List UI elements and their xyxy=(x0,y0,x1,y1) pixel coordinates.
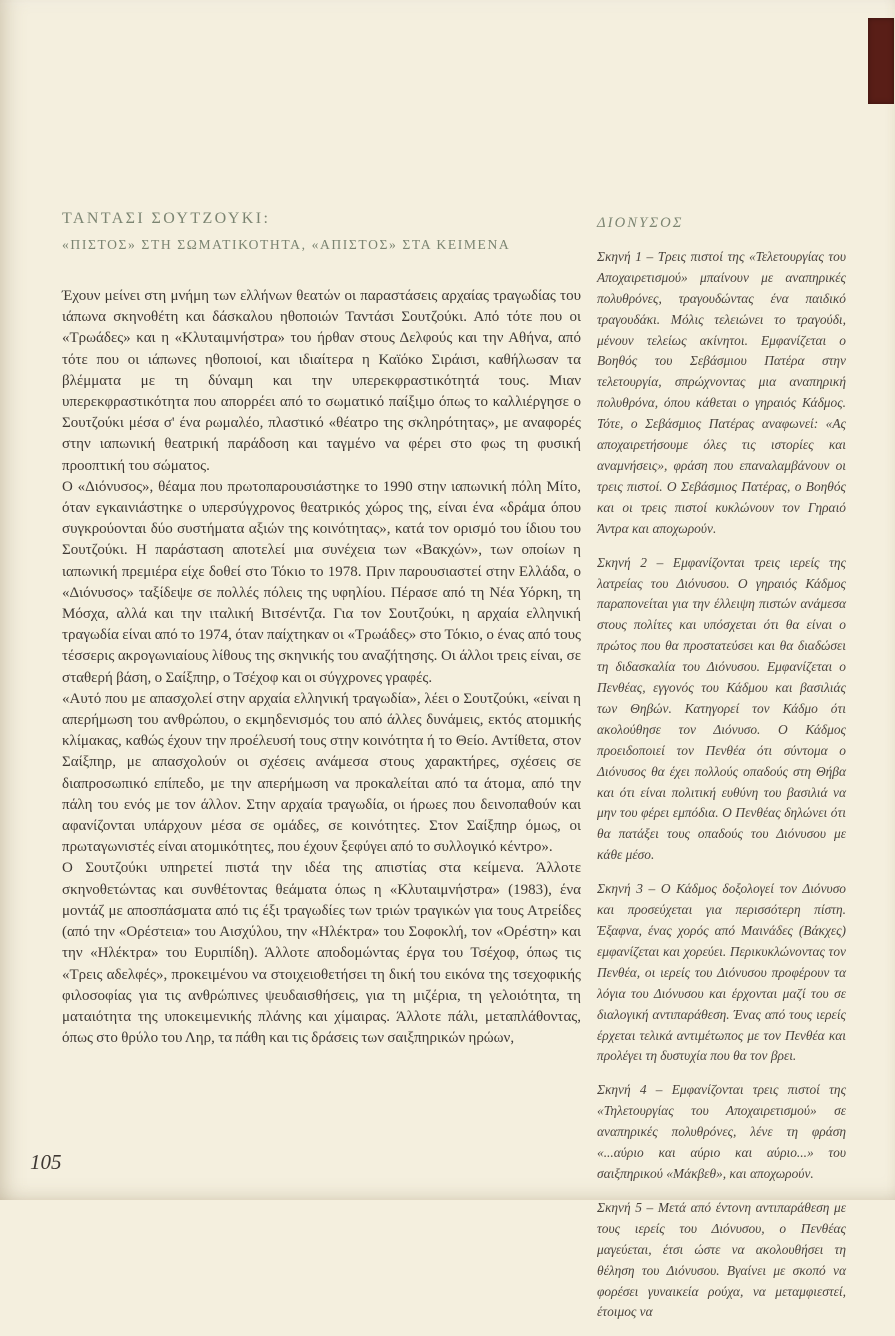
synopsis-column xyxy=(597,213,846,1336)
scene-paragraph: Σκηνή 2 – Εμφανίζονται τρεις ιερείς της λατρείας του Διόνυσου. Ο γηραιός Κάδμος παραπονείται για την έλλειψη πιστών ανάμεσα στους πολίτες και υπόσχεται ότι θα είναι ο πρώτος που θα προστατεύσει και θα διαδώσει τη διδασκαλία του Διόνυσου. Εμφανίζεται ο Πενθέας, εγγονός του Κάδμου και βασιλιάς των Θηβών. Κατηγορεί τον Κάδμο ότι ακολούθησε τον Διόνυσο. Ο Κάδμος προειδοποιεί τον Πενθέα ότι σύντομα ο Διόνυσος θα έχει πολλούς οπαδούς στη Θήβα και ότι είναι πολιτική ευθύνη του βασιλιά να μην του φέρει εμπόδια. Ο Πενθέας δηλώνει ότι θα πατάξει τους οπαδούς του Διόνυσου με κάθε μέσο. xyxy=(597,554,846,863)
article-title: ΤΑΝΤΑΣΙ ΣΟΥΤΖΟΥΚΙ: xyxy=(62,210,271,227)
body-paragraph: Ο Σουτζούκι υπηρετεί πιστά την ιδέα της απιστίας στα κείμενα. Άλλοτε σκηνοθετώντας και συνθέτοντας θεάματα όπως η «Κλυταιμνήστρα» (1983), ένα μοντάζ με αποσπάσματα από τις έξι τραγωδίες των τριών τραγικών για τους Ατρείδες (από την «Ορέστεια» του Αισχύλου, την «Ηλέκτρα» του Σοφοκλή, τον «Ορέστη» και την «Ηλέκτρα» του Ευριπίδη). Άλλοτε αποδομώντας έργα του Τσέχοφ, όπως τις «Τρεις αδελφές», προκειμένου να στοιχειοθετήσει τη δική του εικόνα της τσεχοφικής φιλοσοφίας για τις ανθρώπινες ψευδαισθήσεις, για τη μιζέρια, τη γελοιότητα, τη ματαιότητα της υποκειμενικής πλάνης και χίμαιρας. Άλλοτε πάλι, μεταπλάθοντας, όπως στο θρύλο του Ληρ, τα πάθη και τις δράσεις των σαιξπηρικών ηρώων, xyxy=(62,860,581,1047)
scene-paragraph: Σκηνή 3 – Ο Κάδμος δοξολογεί τον Διόνυσο και προσεύχεται για περισσότερη πίστη. Έξαφνα, ένας χορός από Μαινάδες (Βάκχες) εμφανίζεται και χορεύει. Περικυκλώνοντας τον Πενθέα, οι ιερείς του Διόνυσου προφέρουν τα λόγια του Διόνυσου και έρχονται μαζί του σε διαλογική αντιπαράθεση. Ένας από τους ιερείς έρχεται τελικά αντιμέτωπος με τον Πενθέα και προλέγει τη δυστυχία που θα τον βρει. xyxy=(597,881,846,1064)
main-text-column xyxy=(62,286,581,1049)
page-number: 105 xyxy=(30,1150,62,1174)
scene-paragraph: Σκηνή 4 – Εμφανίζονται τρεις πιστοί της «Τηλετουργίας του Αποχαιρετισμού» σε αναπηρικές πολυθρόνες, λένε τη φράση «...αύριο και αύριο και αύριο...» του σαιξπηρικού «Μάκβεθ», και αποχωρούν. xyxy=(597,1082,846,1181)
body-paragraph: Έχουν μείνει στη μνήμη των ελλήνων θεατών οι παραστάσεις αρχαίας τραγωδίας του ιάπωνα σκηνοθέτη και δάσκαλου ηθοποιών Ταντάσι Σουτζούκι. Από τότε που οι «Τρωάδες» και η «Κλυταιμνήστρα» του ήρθαν στους Δελφούς και την Αθήνα, από τότε που οι ιάπωνες ηθοποιοί, και ιδιαίτερα η Καϊόκο Σιράισι, καθήλωσαν τα βλέμματα με τη δύναμη και την υπερεκφραστικότητά τους. Μιαν υπερεκφραστικότητα που απορρέει από το σωματικό παίξιμο όπως το καλλιέργησε ο Σουτζούκι μέσα σ' ένα ρωμαλέο, πλαστικό «θέατρο της σκληρότητας», με αναφορές στην ιαπωνική θεατρική παράδοση και ταγμένο να φέρει στο φως τη φυσική προοπτική του σώματος. xyxy=(62,288,581,474)
page-edge-tab xyxy=(868,18,894,104)
scene-paragraph: Σκηνή 5 – Μετά από έντονη αντιπαράθεση με τους ιερείς του Διόνυσου, ο Πενθέας μαγεύεται, έτσι ώστε να ακολουθήσει τη θέληση του Διόνυσου. Βγαίνει με σκοπό να φορέσει γυναικεία ρούχα, να μεταμφιεστεί, έτοιμος να xyxy=(597,1199,846,1320)
article-subtitle: «ΠΙΣΤΟΣ» ΣΤΗ ΣΩΜΑΤΙΚΟΤΗΤΑ, «ΑΠΙΣΤΟΣ» ΣΤΑ ΚΕΙΜΕΝΑ xyxy=(62,237,511,252)
scene-paragraph: Σκηνή 1 – Τρεις πιστοί της «Τελετουργίας του Αποχαιρετισμού» μπαίνουν με αναπηρικές πολυθρόνες, τραγουδώντας ένα παιδικό τραγουδάκι. Μόλις τελειώνει το τραγούδι, μένουν τελείως ακίνητοι. Εμφανίζεται ο Βοηθός του Σεβάσμιου Πατέρα στην τελετουργία, σπρώχνοντας μια αναπηρική πολυθρόνα, όπου κάθεται ο γηραιός Κάδμος. Τότε, ο Σεβάσμιος Πατέρας αναφωνεί: «Ας αποχαιρετήσουμε όλες τις ιστορίες και αναμνήσεις», φράση που επαναλαμβάνουν οι τρεις πιστοί. Ο Σεβάσμιος Πατέρας, ο Βοηθός και οι τρεις πιστοί κυκλώνουν τον Γηραιό Άντρα και αποχωρούν. xyxy=(597,248,846,536)
body-paragraph: Ο «Διόνυσος», θέαμα που πρωτοπαρουσιάστηκε το 1990 στην ιαπωνική πόλη Μίτο, όταν εγκαινιάστηκε ο υπερσύγχρονος θεατρικός χώρος της, είναι ένα «δράμα όπου συγκρούονται δύο συστήματα αξιών της κοινότητας», κατά τον ορισμό του ίδιου του Σουτζούκι. Η παράσταση αποτελεί μια συνέχεια των «Βακχών», των οποίων η ιαπωνική πρεμιέρα είχε δοθεί στο Τόκιο το 1978. Πριν παρουσιαστεί στην Ελλάδα, ο «Διόνυσος» ταξίδεψε σε πολλές πόλεις της υφηλίου. Πέρασε από τη Νέα Υόρκη, τη Μόσχα, αλλά και την ιταλική Βιτσέντζα. Για τον Σουτζούκι, η αρχαία ελληνική τραγωδία είναι από το 1974, όταν παίχτηκαν οι «Τρωάδες» στο Τόκιο, ο ένας από τους τέσσερις ακρογωνιαίους λίθους της σκηνικής του αναζήτησης. Οι άλλοι τρεις είναι, σε σταθερή βάση, ο Σαίξπηρ, ο Τσέχοφ και οι σύγχρονες γραφές. xyxy=(62,478,581,686)
synopsis-heading: ΔΙΟΝΥΣΟΣ xyxy=(597,215,684,231)
article-header xyxy=(62,206,582,257)
body-paragraph: «Αυτό που με απασχολεί στην αρχαία ελληνική τραγωδία», λέει ο Σουτζούκι, «είναι η απερήμωση του ανθρώπου, ο εκμηδενισμός του από άλλες δυνάμεις, εκτός ατομικής κλίμακας, καθώς έχουν την προέλευσή τους στην κοινότητα ή το Θείο. Αντίθετα, στον Σαίξπηρ, με απασχολούν οι σχέσεις ανάμεσα στους χαρακτήρες, σχέσεις σε διαπροσωπικό επίπεδο, με την απερήμωση να προκαλείται από τα άτομα, από την πάλη του ενός με τον άλλον. Στην αρχαία τραγωδία, οι ήρωες που δεινοπαθούν και αφανίζονται υπάρχουν μέσα σε ομάδες, σε κοινότητες. Στον Σαίξπηρ όμως, οι πρωταγωνιστές είναι ατομικότητες, που έχουν ξεφύγει από το συλλογικό κέντρο». xyxy=(62,690,581,856)
